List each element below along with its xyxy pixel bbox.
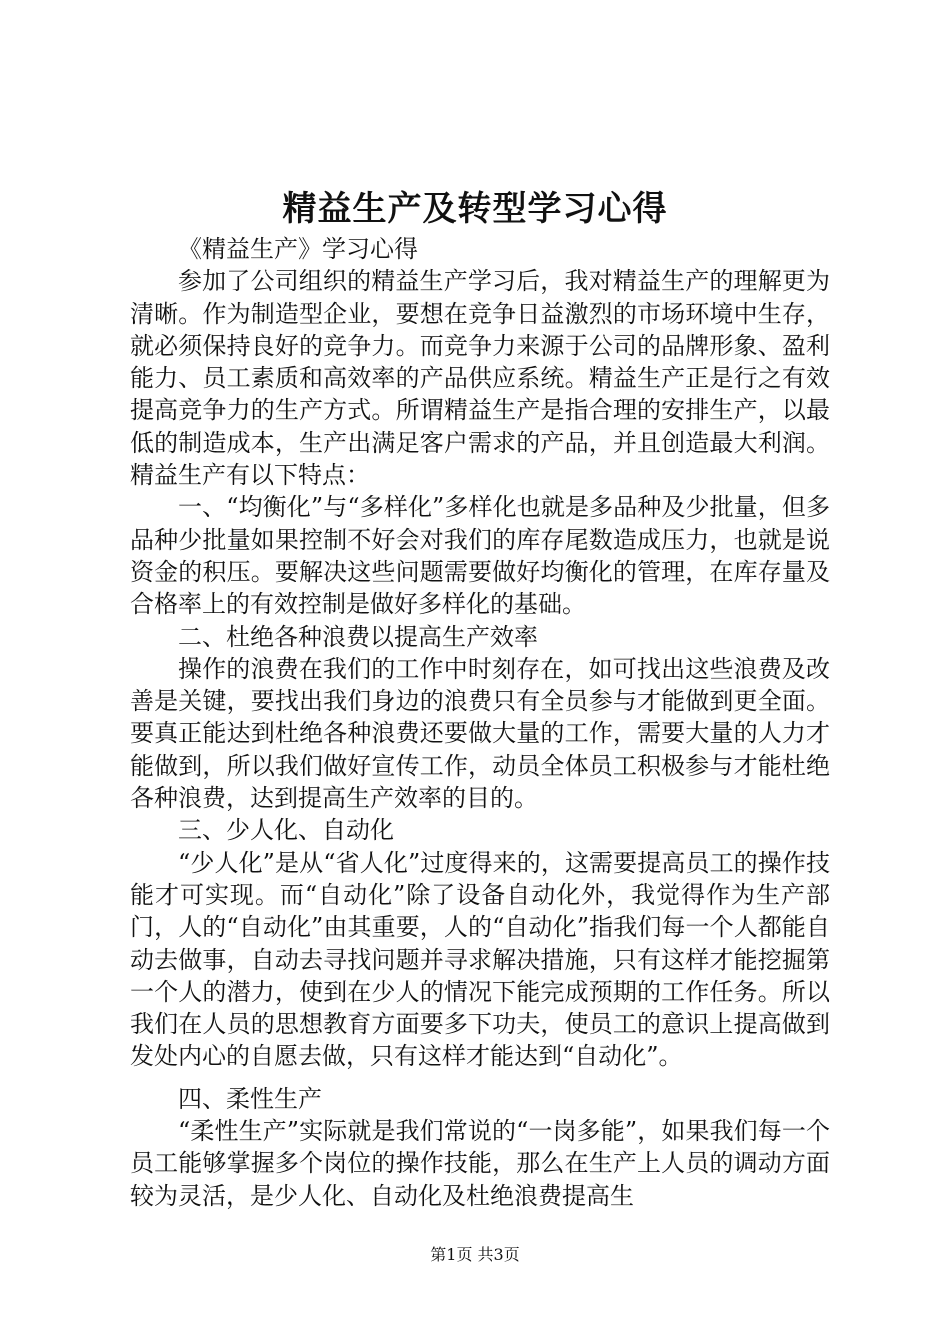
subtitle-paragraph: 《精益生产》学习心得 [178, 235, 418, 263]
document-body [130, 233, 830, 1212]
page-footer: 第1页 共3页 [430, 1245, 520, 1264]
section-3-heading: 三、少人化、自动化 [178, 816, 394, 845]
document-title: 精益生产及转型学习心得 [282, 189, 668, 229]
section-1-paragraph: 一、“均衡化”与“多样化”多样化也就是多品种及少批量，但多品种少批量如果控制不好会对我们的库存尾数造成压力，也就是说资金的积压。要解决这些问题需要做好均衡化的管理，在库存量及合格率上的有效控制是做好多样化的基础。 [130, 493, 830, 619]
section-4-paragraph: “柔性生产”实际就是我们常说的“一岗多能”，如果我们每一个员工能够掌握多个岗位的操作技能，那么在生产上人员的调动方面较为灵活，是少人化、自动化及杜绝浪费提高生 [130, 1117, 830, 1210]
section-3-paragraph: “少人化”是从“省人化”过度得来的，这需要提高员工的操作技能才可实现。而“自动化”除了设备自动化外，我觉得作为生产部门，人的“自动化”由其重要，人的“自动化”指我们每一个人都能自动去做事，自动去寻找问题并寻求解决措施，只有这样才能挖掘第一个人的潜力，使到在少人的情况下能完成预期的工作任务。所以我们在人员的思想教育方面要多下功夫，使员工的意识上提高做到发处内心的自愿去做，只有这样才能达到“自动化”。 [130, 848, 830, 1071]
section-2-paragraph: 操作的浪费在我们的工作中时刻存在，如可找出这些浪费及改善是关键，要找出我们身边的浪费只有全员参与才能做到更全面。要真正能达到杜绝各种浪费还要做大量的工作，需要大量的人力才能做到，所以我们做好宣传工作，动员全体员工积极参与才能杜绝各种浪费，达到提高生产效率的目的。 [130, 654, 830, 813]
section-2-heading: 二、杜绝各种浪费以提高生产效率 [178, 622, 538, 651]
intro-paragraph: 参加了公司组织的精益生产学习后，我对精益生产的理解更为清晰。作为制造型企业，要想在竞争日益激烈的市场环境中生存，就必须保持良好的竞争力。而竞争力来源于公司的品牌形象、盈利能力、员工素质和高效率的产品供应系统。精益生产正是行之有效提高竞争力的生产方式。所谓精益生产是指合理的安排生产，以最低的制造成本，生产出满足客户需求的产品，并且创造最大利润。精益生产有以下特点： [130, 267, 830, 490]
section-4-heading: 四、柔性生产 [178, 1084, 322, 1113]
